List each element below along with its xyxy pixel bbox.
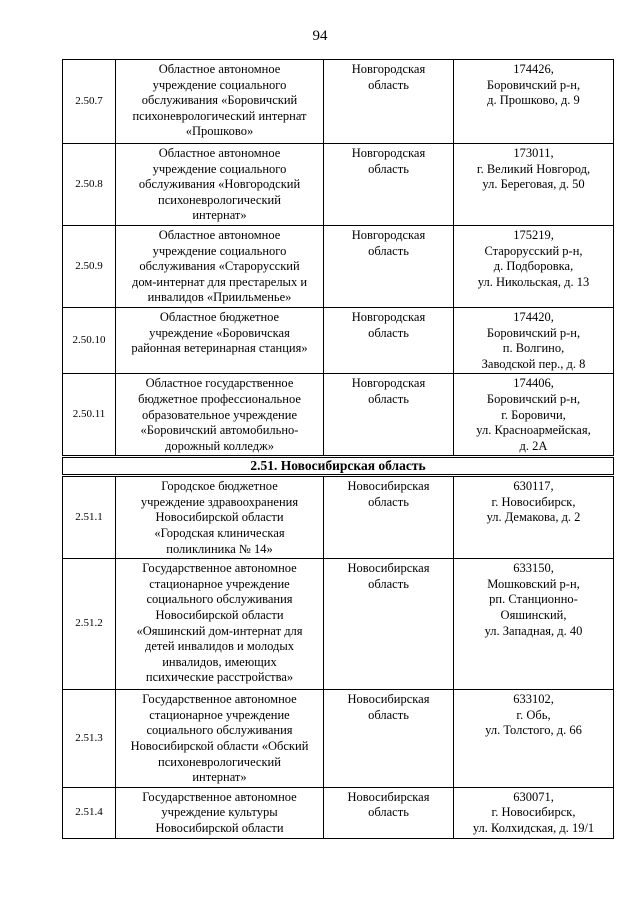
text-line: г. Новосибирск,: [491, 494, 576, 509]
text-line: «Прошково»: [185, 124, 254, 139]
text-line: д. Подборовка,: [493, 259, 574, 274]
section-header-row: [63, 457, 614, 476]
section-title: 2.51. Новосибирская область: [63, 457, 614, 476]
row-number: 2.50.9: [63, 225, 116, 307]
text-line: область: [368, 243, 409, 258]
institution-name-cell: [116, 787, 324, 838]
table-row: [63, 307, 614, 373]
text-line: Новосибирская: [347, 789, 430, 804]
text-line: «Боровичский автомобильно-: [140, 423, 299, 438]
row-number: 2.50.7: [63, 60, 116, 144]
text-line: дом-интернат для престарелых и: [131, 274, 308, 289]
text-line: бюджетное профессиональное: [138, 391, 301, 406]
text-line: «Городская клиническая: [154, 526, 285, 541]
text-line: Новосибирская: [347, 692, 430, 707]
table-body: [63, 60, 614, 839]
text-line: область: [368, 576, 409, 591]
text-line: Областное автономное: [158, 146, 281, 160]
text-line: инвалидов, имеющих: [162, 654, 277, 669]
address-cell: [454, 60, 614, 144]
text-line: 174406,: [513, 376, 554, 391]
text-line: Государственное автономное: [142, 561, 297, 576]
text-line: Новгородская: [351, 227, 426, 242]
text-line: Новосибирская: [347, 479, 430, 494]
text-line: учреждение «Боровичская: [149, 325, 290, 340]
text-line: интернат»: [192, 208, 247, 223]
table-row: [63, 374, 614, 457]
row-number: 2.51.2: [63, 559, 116, 690]
row-number: 2.51.1: [63, 476, 116, 559]
text-line: ул. Колхидская, д. 19/1: [472, 821, 595, 835]
region-cell: [324, 144, 454, 226]
text-line: районная ветеринарная станция»: [131, 341, 308, 356]
text-line: психоневрологический интернат: [132, 108, 307, 123]
institution-name-cell: [116, 60, 324, 144]
text-line: Боровичский р-н,: [486, 77, 581, 92]
text-line: Областное автономное: [158, 227, 281, 242]
text-line: область: [368, 325, 409, 340]
institution-name-cell: [116, 476, 324, 559]
institution-name-cell: [116, 307, 324, 373]
address-cell: [454, 225, 614, 307]
row-number: 2.51.4: [63, 787, 116, 838]
text-line: область: [368, 805, 409, 820]
text-line: 175219,: [513, 227, 554, 242]
text-line: Боровичский р-н,: [486, 325, 581, 340]
text-line: Областное бюджетное: [159, 309, 280, 324]
text-line: Новосибирской области: [155, 821, 284, 835]
region-cell: [324, 787, 454, 838]
text-line: учреждение здравоохранения: [140, 494, 299, 509]
row-number: 2.51.3: [63, 690, 116, 788]
text-line: 174420,: [513, 309, 554, 324]
text-line: учреждение социального: [152, 243, 287, 258]
text-line: область: [368, 161, 409, 176]
page-number: 94: [312, 28, 328, 44]
text-line: «Ояшинский дом-интернат для: [136, 623, 303, 638]
text-line: Новгородская: [351, 309, 426, 324]
text-line: д. Прошково, д. 9: [487, 93, 580, 108]
region-cell: [324, 476, 454, 559]
text-line: поликлиника № 14»: [166, 541, 273, 556]
address-cell: [454, 559, 614, 690]
text-line: Новгородская: [351, 146, 426, 160]
institution-name-cell: [116, 690, 324, 788]
table-row: [63, 690, 614, 788]
text-line: учреждение культуры: [161, 805, 278, 820]
text-line: ул. Береговая, д. 50: [482, 177, 585, 192]
institution-name-cell: [116, 559, 324, 690]
address-cell: [454, 787, 614, 838]
text-line: Новгородская: [351, 376, 426, 391]
text-line: инвалидов «Приильменье»: [147, 290, 292, 305]
text-line: 630071,: [513, 789, 554, 804]
region-cell: [324, 690, 454, 788]
institution-name-cell: [116, 374, 324, 457]
address-cell: [454, 374, 614, 457]
text-line: 630117,: [513, 479, 554, 494]
text-line: обслуживания «Боровичский: [141, 93, 298, 108]
text-line: Новосибирская: [347, 561, 430, 576]
text-line: социального обслуживания: [146, 592, 293, 607]
text-line: ул. Никольская, д. 13: [477, 274, 590, 289]
table-row: [63, 60, 614, 144]
address-cell: [454, 144, 614, 226]
text-line: ул. Толстого, д. 66: [485, 723, 582, 738]
text-line: 173011,: [513, 146, 554, 160]
table-row: [63, 787, 614, 838]
table-row: [63, 144, 614, 226]
text-line: область: [368, 77, 409, 92]
table-row: [63, 476, 614, 559]
row-number: 2.50.10: [63, 307, 116, 373]
text-line: учреждение социального: [152, 77, 287, 92]
text-line: ул. Западная, д. 40: [484, 623, 583, 638]
text-line: Областное автономное: [158, 62, 281, 76]
text-line: обслуживания «Старорусский: [139, 259, 300, 274]
institution-name-cell: [116, 144, 324, 226]
text-line: ул. Красноармейская,: [476, 423, 591, 438]
text-line: детей инвалидов и молодых: [144, 639, 295, 654]
text-line: стационарное учреждение: [149, 576, 290, 591]
text-line: Государственное автономное: [142, 692, 297, 707]
institution-name-cell: [116, 225, 324, 307]
text-line: стационарное учреждение: [149, 707, 290, 722]
region-cell: [324, 225, 454, 307]
region-cell: [324, 559, 454, 690]
text-line: область: [368, 391, 409, 406]
text-line: Ояшинский,: [500, 608, 567, 623]
text-line: 633150,: [513, 561, 554, 576]
text-line: рп. Станционно-: [489, 592, 578, 607]
text-line: 174426,: [513, 62, 554, 76]
address-cell: [454, 476, 614, 559]
text-line: социального обслуживания: [146, 723, 293, 738]
text-line: г. Новосибирск,: [491, 805, 576, 820]
text-line: дорожный колледж»: [165, 438, 274, 453]
text-line: Новосибирской области: [155, 510, 284, 525]
text-line: обслуживания «Новгородский: [138, 177, 301, 192]
region-cell: [324, 374, 454, 457]
text-line: Областное государственное: [145, 376, 294, 391]
region-cell: [324, 307, 454, 373]
row-number: 2.50.8: [63, 144, 116, 226]
text-line: область: [368, 707, 409, 722]
text-line: психические расстройства»: [145, 670, 294, 685]
region-cell: [324, 60, 454, 144]
text-line: г. Великий Новгород,: [476, 161, 591, 176]
text-line: 633102,: [513, 692, 554, 707]
text-line: психоневрологический: [158, 754, 281, 769]
text-line: Мошковский р-н,: [487, 576, 580, 591]
text-line: образовательное учреждение: [141, 407, 297, 422]
text-line: психоневрологический: [158, 192, 281, 207]
text-line: Старорусский р-н,: [484, 243, 583, 258]
address-cell: [454, 690, 614, 788]
text-line: ул. Демакова, д. 2: [486, 510, 581, 525]
table-row: [63, 559, 614, 690]
table-row: [63, 225, 614, 307]
text-line: г. Обь,: [516, 707, 551, 722]
text-line: Государственное автономное: [142, 789, 297, 804]
text-line: Новосибирской области «Обский: [130, 739, 309, 754]
text-line: г. Боровичи,: [501, 407, 566, 422]
address-cell: [454, 307, 614, 373]
text-line: область: [368, 494, 409, 509]
text-line: д. 2А: [519, 438, 548, 453]
text-line: учреждение социального: [152, 161, 287, 176]
text-line: интернат»: [192, 770, 247, 785]
text-line: п. Волгино,: [502, 341, 565, 356]
text-line: Заводской пер., д. 8: [481, 356, 586, 371]
text-line: Боровичский р-н,: [486, 391, 581, 406]
row-number: 2.50.11: [63, 374, 116, 457]
institutions-table: [62, 59, 614, 839]
text-line: Новгородская: [351, 62, 426, 76]
text-line: Новосибирской области: [155, 608, 284, 623]
text-line: Городское бюджетное: [161, 479, 278, 494]
